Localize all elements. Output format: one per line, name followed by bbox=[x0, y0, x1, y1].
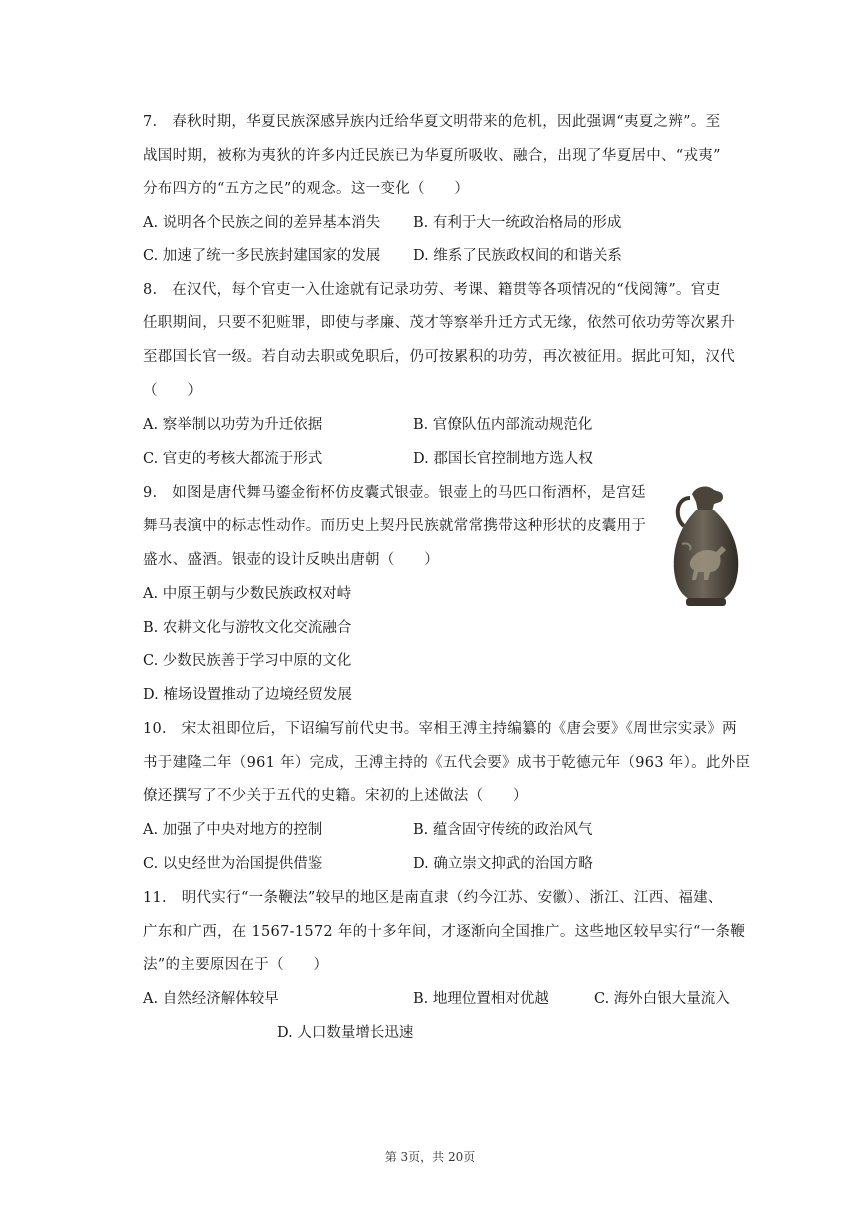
q7-stem-line-3: 分布四方的“五方之民”的观念。这一变化（ ） bbox=[143, 181, 470, 197]
q7-option-b: B. 有利于大一统政治格局的形成 bbox=[413, 215, 622, 231]
q9-stem-line-2: 舞马表演中的标志性动作。而历史上契丹民族就常常携带这种形状的皮囊用于 bbox=[143, 518, 647, 534]
q10-option-a: A. 加强了中央对地方的控制 bbox=[143, 822, 323, 838]
q9-option-c: C. 少数民族善于学习中原的文化 bbox=[143, 653, 352, 669]
q11-option-d: D. 人口数量增长迅速 bbox=[277, 1025, 414, 1041]
q8-stem-line-4: （ ） bbox=[143, 383, 203, 399]
q11-option-a: A. 自然经济解体较早 bbox=[143, 991, 279, 1007]
q8-stem-line-3: 至郡国长官一级。若自动去职或免职后，仍可按累积的功劳，再次被征用。据此可知，汉代 bbox=[143, 349, 735, 365]
q11-stem-line-3: 法”的主要原因在于（ ） bbox=[143, 957, 329, 973]
q9-stem-line-1: 9. 如图是唐代舞马鎏金衔杯仿皮囊式银壶。银壶上的马匹口衔酒杯，是宫廷 bbox=[143, 485, 646, 501]
q11-stem-line-1: 11. 明代实行“一条鞭法”较早的地区是南直隶（约今江苏、安徽）、浙江、江西、福建、 bbox=[143, 890, 723, 906]
q8-stem-line-1: 8. 在汉代，每个官吏一入仕途就有记录功劳、考课、籍贯等各项情况的“伐阅簿”。官吏 bbox=[143, 282, 721, 298]
q11-option-b: B. 地理位置相对优越 bbox=[413, 991, 549, 1007]
q8-option-d: D. 郡国长官控制地方选人权 bbox=[413, 451, 593, 467]
q11-option-c: C. 海外白银大量流入 bbox=[594, 991, 730, 1007]
q9-option-d: D. 榷场设置推动了边境经贸发展 bbox=[143, 687, 352, 703]
silver-pot-image bbox=[668, 484, 744, 609]
q7-stem-line-1: 7. 春秋时期，华夏民族深感异族内迁给华夏文明带来的危机，因此强调“夷夏之辨”。至 bbox=[143, 114, 721, 130]
q8-option-a: A. 察举制以功劳为升迁依据 bbox=[143, 417, 323, 433]
q11-stem-line-2: 广东和广西，在 1567-1572 年的十多年间，才逐渐向全国推广。这些地区较早实行“一条鞭 bbox=[143, 924, 746, 940]
q8-stem-line-2: 任职期间，只要不犯赃罪，即使与孝廉、茂才等察举升迁方式无缘，依然可依功劳等次累升 bbox=[143, 315, 735, 331]
q8-option-c: C. 官吏的考核大都流于形式 bbox=[143, 451, 323, 467]
page-number: 第 3页，共 20页 bbox=[384, 1150, 476, 1164]
q8-option-b: B. 官僚队伍内部流动规范化 bbox=[413, 417, 593, 433]
q7-option-a: A. 说明各个民族之间的差异基本消失 bbox=[143, 215, 381, 231]
q10-option-c: C. 以史经世为治国提供借鉴 bbox=[143, 856, 323, 872]
q10-stem-line-1: 10. 宋太祖即位后，下诏编写前代史书。宰相王溥主持编纂的《唐会要》《周世宗实录》两 bbox=[143, 721, 737, 737]
q10-option-d: D. 确立崇文抑武的治国方略 bbox=[413, 856, 593, 872]
q10-stem-line-3: 僚还撰写了不少关于五代的史籍。宋初的上述做法（ ） bbox=[143, 788, 528, 804]
q7-option-d: D. 维系了民族政权间的和谐关系 bbox=[413, 248, 622, 264]
q10-option-b: B. 蕴含固守传统的政治风气 bbox=[413, 822, 593, 838]
q7-stem-line-2: 战国时期，被称为夷狄的许多内迁民族已为华夏所吸收、融合，出现了华夏居中、“戎夷” bbox=[143, 148, 721, 164]
q10-stem-line-2: 书于建隆二年（961 年）完成，王溥主持的《五代会要》成书于乾德元年（963 年）。此外臣 bbox=[143, 755, 751, 771]
q9-stem-line-3: 盛水、盛酒。银壶的设计反映出唐朝（ ） bbox=[143, 552, 439, 568]
q9-option-b: B. 农耕文化与游牧文化交流融合 bbox=[143, 620, 352, 636]
q9-option-a: A. 中原王朝与少数民族政权对峙 bbox=[143, 586, 352, 602]
q7-option-c: C. 加速了统一多民族封建国家的发展 bbox=[143, 248, 381, 264]
